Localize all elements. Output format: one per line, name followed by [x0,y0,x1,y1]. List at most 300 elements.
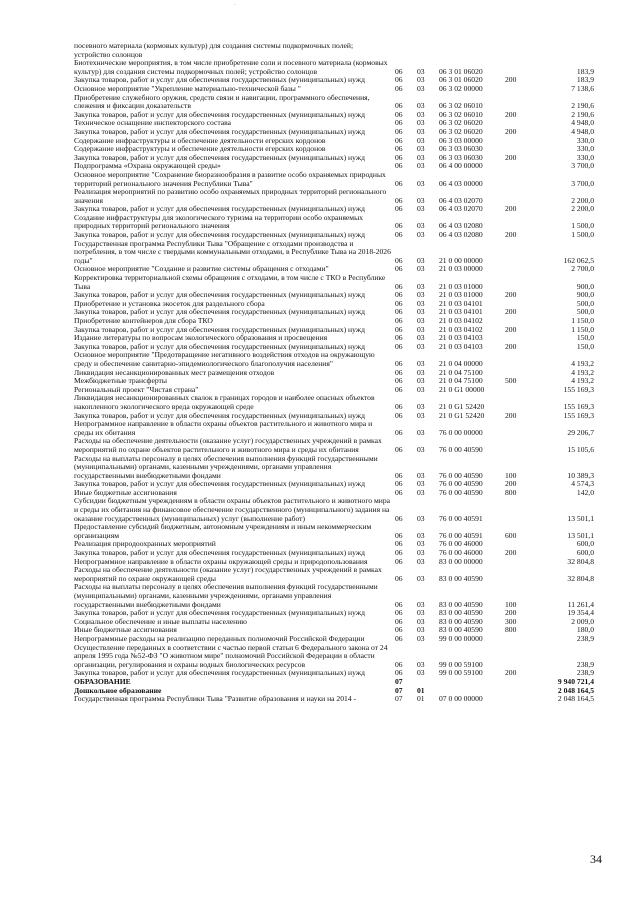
row-amount: 900,0 [576,290,594,300]
row-section: 06 [395,659,403,669]
row-expense-type: 800 [505,487,517,497]
row-section: 06 [395,573,403,583]
row-target-article: 21 0 03 00000 [439,264,483,274]
row-target-article: 83 0 00 40590 [439,616,483,626]
row-target-article: 06 4 00 00000 [439,161,483,171]
row-subsection: 03 [417,376,425,386]
row-subsection: 03 [417,290,425,300]
row-target-article: 21 0 G1 52420 [439,410,485,420]
row-name: Межбюджетные трансферты [74,376,167,386]
row-name: Закупка товаров, работ и услуг для обеспечения государственных (муниципальных) нужд [74,152,365,162]
row-section: 06 [395,83,403,93]
row-amount: 155 169,3 [563,410,594,420]
row-expense-type: 200 [505,75,517,85]
row-name: Основное мероприятие "Сохранение биоразнообразия в развитие особо охраняемых природных территорий регионального значения Республики Тыва" [74,169,386,188]
row-subsection: 03 [417,324,425,334]
row-target-article: 06 4 03 00000 [439,178,483,188]
row-amount: 2 048 164,5 [557,694,594,704]
row-amount: 4 193,2 [571,367,594,377]
row-target-article: 06 3 02 06010 [439,109,483,119]
row-subsection: 03 [417,75,425,85]
row-section: 06 [395,401,403,411]
row-section: 06 [395,178,403,188]
row-subsection: 03 [417,401,425,411]
row-name: Закупка товаров, работ и услуг для обеспечения государственных (муниципальных) нужд [74,668,365,678]
row-subsection: 03 [417,101,425,111]
row-amount: 150,0 [576,333,594,343]
row-amount: 1 500,0 [571,230,594,240]
row-subsection: 01 [417,685,425,695]
row-subsection: 03 [417,427,425,437]
row-amount: 4 574,3 [571,479,594,489]
row-target-article: 21 0 03 04101 [439,298,483,308]
table-row [74,497,594,523]
row-amount: 155 169,3 [563,384,594,394]
row-target-article: 99 0 00 59100 [439,668,483,678]
row-target-article: 06 3 01 06020 [439,66,483,76]
row-subsection: 01 [417,694,425,704]
row-amount: 900,0 [576,281,594,291]
row-expense-type: 200 [505,290,517,300]
row-target-article: 76 0 00 46000 [439,548,483,558]
row-section: 06 [395,298,403,308]
row-amount: 3 700,0 [571,178,594,188]
row-name: Закупка товаров, работ и услуг для обеспечения государственных (муниципальных) нужд [74,109,365,119]
row-target-article: 21 0 03 04103 [439,333,483,343]
row-name: Приобретение и установка экосеток для раздельного сбора [74,298,265,308]
row-name: Непрограммное направление в области охраны объектов растительного и животного мира и среды их обитания [74,419,373,437]
row-amount: 183,9 [576,75,594,85]
row-name: Социальное обеспечение и иные выплаты населению [74,616,247,626]
row-amount: 13 501,1 [567,513,594,523]
row-amount: 330,0 [576,152,594,162]
row-section: 06 [395,66,403,76]
table-row [74,695,594,704]
row-target-article: 99 0 00 59100 [439,659,483,669]
row-target-article: 83 0 00 40590 [439,599,483,609]
row-target-article: 83 0 00 00000 [439,556,483,566]
row-target-article: 83 0 00 40590 [439,608,483,618]
row-expense-type: 200 [505,307,517,317]
row-amount: 2 200,0 [571,195,594,205]
row-name: Закупка товаров, работ и услуг для обеспечения государственных (муниципальных) нужд [74,410,365,420]
row-target-article: 06 3 01 06020 [439,75,483,85]
row-section: 06 [395,144,403,154]
row-amount: 32 804,8 [567,573,594,583]
row-target-article: 21 0 04 00000 [439,358,483,368]
row-section: 06 [395,548,403,558]
row-subsection: 03 [417,633,425,643]
row-section: 06 [395,487,403,497]
row-expense-type: 200 [505,230,517,240]
row-amount: 19 354,4 [567,608,594,618]
row-name: Закупка товаров, работ и услуг для обеспечения государственных (муниципальных) нужд [74,204,365,214]
page-number: 34 [590,852,602,866]
table-row [74,214,594,231]
row-target-article: 76 0 00 40591 [439,530,483,540]
row-amount: 4 948,0 [571,118,594,128]
row-target-article: 06 3 03 06030 [439,144,483,154]
row-subsection: 03 [417,109,425,119]
row-section: 06 [395,479,403,489]
row-subsection: 03 [417,608,425,618]
table-row [74,274,594,291]
row-expense-type: 200 [505,126,517,136]
row-subsection: 03 [417,599,425,609]
row-amount: 29 206,7 [567,427,594,437]
row-subsection: 03 [417,548,425,558]
row-subsection: 03 [417,204,425,214]
row-subsection: 03 [417,513,425,523]
row-target-article: 99 0 00 00000 [439,633,483,643]
row-section: 06 [395,101,403,111]
row-section: 06 [395,616,403,626]
row-section: 06 [395,135,403,145]
row-section: 06 [395,513,403,523]
row-expense-type: 200 [505,548,517,558]
row-target-article: 06 4 03 02080 [439,230,483,240]
row-section: 06 [395,333,403,343]
row-amount: 600,0 [576,548,594,558]
row-amount: 2 700,0 [571,264,594,274]
row-subsection: 03 [417,410,425,420]
row-target-article: 21 0 00 00000 [439,255,483,265]
row-name: Расходы на обеспечение деятельности (оказание услуг) государственных учреждений в рамках мероприятий по охране объектов растительного и животного мира и среды их обитания [74,436,382,454]
row-name: Закупка товаров, работ и услуг для обеспечения государственных (муниципальных) нужд [74,341,365,351]
row-target-article: 21 0 03 04103 [439,341,483,351]
row-subsection: 03 [417,281,425,291]
row-name: Непрограммные расходы на реализацию переданных полномочий Российской Федерации [74,633,365,643]
row-amount: 238,9 [576,668,594,678]
row-name: Государственная программа Республики Тыва "Обращение с отходами производства и потребления, в том числе с твердыми коммунальными отходами, в Республике Тыва на 2018-2026 годы" [74,238,391,265]
row-subsection: 03 [417,616,425,626]
row-subsection: 03 [417,144,425,154]
row-amount: 142,0 [576,487,594,497]
row-amount: 183,9 [576,66,594,76]
row-target-article: 76 0 00 40590 [439,479,483,489]
row-name: Издание литературы по вопросам экологического образования и просвещения [74,333,328,343]
table-row [74,171,594,188]
row-amount: 2 009,0 [571,616,594,626]
row-section: 06 [395,221,403,231]
row-amount: 4 193,2 [571,358,594,368]
row-target-article: 06 3 02 06020 [439,126,483,136]
row-expense-type: 200 [505,324,517,334]
row-name: Иные бюджетные ассигнования [74,487,177,497]
budget-table [74,42,594,704]
row-target-article: 83 0 00 40590 [439,573,483,583]
row-name: Техническое оснащение инспекторского состава [74,118,231,128]
row-amount: 7 138,6 [571,83,594,93]
table-row [74,420,594,437]
row-name: Корректировка территориальной схемы обращения с отходами, в том числе с ТКО в Республике Тыва [74,273,386,291]
row-section: 06 [395,230,403,240]
table-row [74,669,594,678]
row-target-article: 76 0 00 40590 [439,444,483,454]
row-name: Реализация мероприятий по развитию особо охраняемых природных территорий регионального значения [74,187,387,205]
row-section: 06 [395,444,403,454]
row-name: Ликвидация несанкционированных свалок в границах городов и наиболее опасных объектов накопленного экологического вреда окружающей среде [74,393,375,411]
row-name: Приобретение служебного оружия, средств связи и навигации, программного обеспечения, слежения и фиксации доказательств [74,92,370,111]
row-subsection: 03 [417,66,425,76]
row-name: Иные бюджетные ассигнования [74,625,177,635]
row-section: 06 [395,599,403,609]
row-section: 06 [395,316,403,325]
row-subsection: 03 [417,230,425,240]
row-amount: 9 940 721,4 [557,676,594,686]
row-section: 06 [395,152,403,162]
row-expense-type: 500 [505,376,517,386]
row-target-article: 76 0 00 40590 [439,487,483,497]
row-name: Ликвидация несанкционированных мест размещения отходов [74,367,275,377]
row-target-article: 76 0 00 40590 [439,470,483,480]
row-target-article: 76 0 00 00000 [439,427,483,437]
row-name: Закупка товаров, работ и услуг для обеспечения государственных (муниципальных) нужд [74,75,365,85]
row-subsection: 03 [417,487,425,497]
row-subsection: 03 [417,255,425,265]
row-name: Субсидии бюджетным учреждениям в области охраны объектов растительного и животного мира и среды их обитания на финансовое обеспечение государственного (муниципального) задания на оказание государственных (муниципальных) услуг (выполнение работ) [74,496,391,523]
row-name: посевного материала (кормовых культур) для создания системы подкормочных полей; устройство солонцов [74,41,354,59]
row-name: Предоставление субсидий бюджетным, автономным учреждениям и иным некоммерческим организациям [74,522,372,540]
row-name: Содержание инфраструктуры и обеспечение деятельности егерских кордонов [74,144,326,154]
row-section: 07 [395,685,403,695]
row-name: Основное мероприятие "Создание и развитие системы обращения с отходами" [74,264,329,274]
row-section: 06 [395,427,403,437]
row-amount: 238,9 [576,659,594,669]
table-row [74,523,594,540]
row-section: 06 [395,255,403,265]
row-name: Государственная программа Республики Тыва "Развитие образования и науки на 2014 - [74,694,357,704]
row-amount: 1 500,0 [571,221,594,231]
row-section: 06 [395,281,403,291]
table-row [74,240,594,266]
row-amount: 330,0 [576,144,594,154]
row-expense-type: 300 [505,616,517,626]
row-target-article: 06 3 03 00000 [439,135,483,145]
row-subsection: 03 [417,341,425,351]
row-target-article: 83 0 00 40590 [439,625,483,635]
row-amount: 162 062,5 [563,255,594,265]
row-target-article: 21 0 03 04102 [439,316,483,325]
row-expense-type: 100 [505,599,517,609]
row-section: 06 [395,75,403,85]
row-subsection: 03 [417,556,425,566]
row-section: 06 [395,625,403,635]
row-name: Расходы на выплаты персоналу в целях обеспечения выполнения функций государственными (муниципальными) органами, казенными учреждениями, органами управления государственными внебюджетными фондами [74,582,378,609]
row-amount: 2 190,6 [571,109,594,119]
row-section: 07 [395,694,403,704]
row-expense-type: 200 [505,668,517,678]
row-amount: 600,0 [576,539,594,549]
row-section: 06 [395,470,403,480]
row-section: 06 [395,608,403,618]
table-row [74,42,594,59]
row-subsection: 03 [417,470,425,480]
row-amount: 500,0 [576,307,594,317]
row-target-article: 76 0 00 40591 [439,513,483,523]
row-expense-type: 200 [505,410,517,420]
row-subsection: 03 [417,221,425,231]
row-target-article: 06 4 03 02080 [439,221,483,231]
row-section: 06 [395,290,403,300]
row-section: 06 [395,556,403,566]
row-amount: 330,0 [576,135,594,145]
row-amount: 32 804,8 [567,556,594,566]
row-name: Расходы на обеспечение деятельности (оказание услуг) государственных учреждений в рамках мероприятий по охране окружающей среды [74,565,382,583]
row-name: Приобретение контейнеров для сбора ТКО [74,316,213,325]
table-row [74,94,594,111]
row-amount: 4 948,0 [571,126,594,136]
row-subsection: 03 [417,333,425,343]
row-subsection: 03 [417,659,425,669]
row-subsection: 03 [417,83,425,93]
row-section: 07 [395,676,403,686]
row-target-article: 06 3 02 06010 [439,101,483,111]
table-row [74,566,594,583]
row-section: 06 [395,367,403,377]
row-subsection: 03 [417,135,425,145]
row-name: Закупка товаров, работ и услуг для обеспечения государственных (муниципальных) нужд [74,324,365,334]
table-row [74,437,594,454]
row-section: 06 [395,109,403,119]
row-subsection: 03 [417,573,425,583]
row-subsection: 03 [417,625,425,635]
row-subsection: 03 [417,530,425,540]
table-row [74,455,594,481]
row-name: Дошкольное образование [74,685,162,695]
row-name: Закупка товаров, работ и услуг для обеспечения государственных (муниципальных) нужд [74,307,365,317]
row-subsection: 03 [417,479,425,489]
table-row [74,59,594,76]
row-amount: 1 150,0 [571,316,594,325]
row-name: Основное мероприятие "Укрепление материально-технической базы " [74,83,301,93]
row-section: 06 [395,195,403,205]
row-target-article: 21 0 04 75100 [439,367,483,377]
row-subsection: 03 [417,367,425,377]
row-expense-type: 200 [505,204,517,214]
row-target-article: 06 3 03 06030 [439,152,483,162]
row-name: Закупка товаров, работ и услуг для обеспечения государственных (муниципальных) нужд [74,479,365,489]
row-subsection: 03 [417,161,425,171]
row-subsection: 03 [417,126,425,136]
row-amount: 4 193,2 [571,376,594,386]
row-target-article: 06 3 02 06020 [439,118,483,128]
row-name: Закупка товаров, работ и услуг для обеспечения государственных (муниципальных) нужд [74,290,365,300]
row-name: ОБРАЗОВАНИЕ [74,676,131,686]
row-section: 06 [395,358,403,368]
row-name: Биотехнические мероприятия, в том числе приобретение соли и посевного материала (кормовых культур) для создания системы подкормочных полей; устройство солонцов [74,58,388,76]
row-section: 06 [395,410,403,420]
row-name: Непрограммное направление в области охраны окружающей среды и природопользования [74,556,368,566]
row-target-article: 21 0 03 01000 [439,290,483,300]
row-target-article: 06 4 03 02070 [439,195,483,205]
row-section: 06 [395,376,403,386]
table-row [74,394,594,411]
row-section: 06 [395,264,403,274]
row-subsection: 03 [417,668,425,678]
row-name: Закупка товаров, работ и услуг для обеспечения государственных (муниципальных) нужд [74,548,365,558]
row-section: 06 [395,307,403,317]
row-section: 06 [395,668,403,678]
row-target-article: 21 0 03 04101 [439,307,483,317]
row-name: Расходы на выплаты персоналу в целях обеспечения выполнения функций государственными (муниципальными) органами, казенными учреждениями, органами управления государственными внебюджетными фондами [74,453,378,480]
row-expense-type: 800 [505,625,517,635]
row-subsection: 03 [417,384,425,394]
row-name: Осуществление переданных в соответствии с частью первой статьи 6 Федерального закона от 24 апреля 1995 года №52-ФЗ "О животном мире" полномочий Российской Федерации в области организации, регулирования и охраны водных биологических ресурсов [74,642,388,669]
row-section: 06 [395,126,403,136]
corner-mark: · [234,3,236,8]
row-section: 06 [395,161,403,171]
row-target-article: 21 0 04 75100 [439,376,483,386]
row-name: Региональный проект "Чистая страна" [74,384,199,394]
row-target-article: 07 0 00 00000 [439,694,483,704]
row-expense-type: 100 [505,470,517,480]
row-amount: 155 169,3 [563,401,594,411]
row-amount: 2 200,0 [571,204,594,214]
row-target-article: 21 0 03 01000 [439,281,483,291]
row-subsection: 03 [417,307,425,317]
row-subsection: 03 [417,444,425,454]
row-subsection: 03 [417,152,425,162]
row-amount: 10 389,3 [567,470,594,480]
table-row [74,644,594,670]
row-name: Подпрограмма «Охрана окружающей среды» [74,161,221,171]
row-amount: 1 150,0 [571,324,594,334]
row-section: 06 [395,118,403,128]
row-subsection: 03 [417,358,425,368]
row-section: 06 [395,539,403,549]
row-expense-type: 200 [505,608,517,618]
row-amount: 2 190,6 [571,101,594,111]
row-section: 06 [395,530,403,540]
row-subsection: 03 [417,316,425,325]
row-target-article: 06 4 03 02070 [439,204,483,214]
row-target-article: 21 0 03 04102 [439,324,483,334]
row-subsection: 03 [417,298,425,308]
row-expense-type: 600 [505,530,517,540]
row-target-article: 76 0 00 46000 [439,539,483,549]
row-amount: 15 105,6 [567,444,594,454]
row-name: Закупка товаров, работ и услуг для обеспечения государственных (муниципальных) нужд [74,126,365,136]
table-row [74,583,594,609]
row-target-article: 06 3 02 00000 [439,83,483,93]
row-section: 06 [395,204,403,214]
row-target-article: 21 0 G1 00000 [439,384,485,394]
row-section: 06 [395,633,403,643]
row-subsection: 03 [417,178,425,188]
row-name: Основное мероприятие "Предотвращение негативного воздействия отходов на окружающую среду и обеспечение санитарно-эпидемиологического благополучия населения" [74,350,375,368]
row-amount: 3 700,0 [571,161,594,171]
row-expense-type: 200 [505,109,517,119]
table-row [74,188,594,205]
table-row [74,351,594,368]
row-expense-type: 200 [505,479,517,489]
row-section: 06 [395,384,403,394]
row-expense-type: 200 [505,341,517,351]
row-name: Создание инфраструктуры для экологического туризма на территории особо охраняемых природных территорий регионального значения [74,212,364,231]
row-expense-type: 200 [505,152,517,162]
row-amount: 150,0 [576,341,594,351]
row-name: Реализация природоохранных мероприятий [74,539,216,549]
row-amount: 500,0 [576,298,594,308]
row-amount: 238,9 [576,633,594,643]
row-name: Закупка товаров, работ и услуг для обеспечения государственных (муниципальных) нужд [74,230,365,240]
row-section: 06 [395,341,403,351]
row-subsection: 03 [417,539,425,549]
row-amount: 2 048 164,5 [557,685,594,695]
row-subsection: 03 [417,264,425,274]
row-amount: 180,0 [576,625,594,635]
